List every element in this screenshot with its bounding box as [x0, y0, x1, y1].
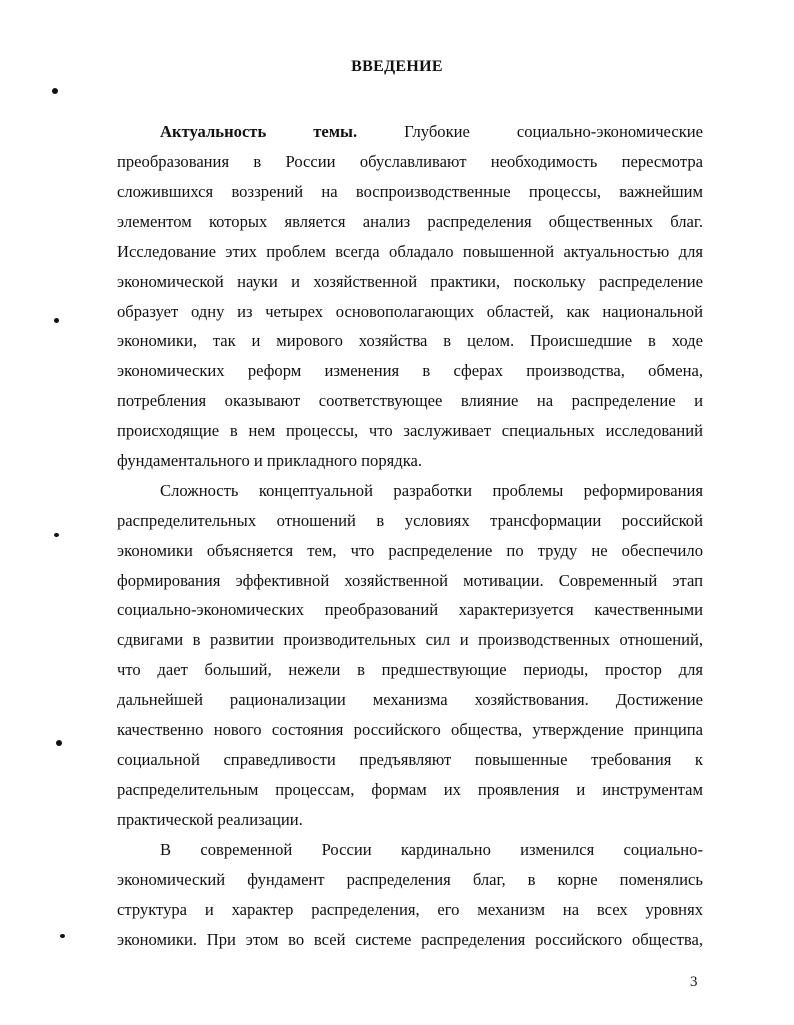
paragraph-line: распределительным процессам, формам их проявления и инструментам — [117, 780, 703, 799]
paragraph-line: происходящие в нем процессы, что заслуживает специальных исследований — [117, 421, 703, 440]
paragraph-line: сдвигами в развитии производительных сил и производственных отношений, — [117, 630, 703, 649]
paragraph-line: что дает больший, нежели в предшествующие периоды, простор для — [117, 660, 703, 679]
paragraph-line: В современной России кардинально изменился социально- — [160, 840, 703, 859]
paragraph-line: практической реализации. — [117, 810, 303, 829]
paragraph-text: Глубокие социально-экономические — [404, 122, 704, 141]
paragraph-line: Сложность концептуальной разработки проблемы реформирования — [160, 481, 703, 500]
paragraph-line: качественно нового состояния российского общества, утверждение принципа — [117, 720, 703, 739]
paragraph-line: социально-экономических преобразований характеризуется качественными — [117, 600, 703, 619]
margin-dot-mark — [56, 740, 62, 746]
paragraph-line: распределительных отношений в условиях трансформации российской — [117, 511, 703, 530]
paragraph-line: преобразования в России обуславливают необходимость пересмотра — [117, 152, 703, 171]
paragraph-line: экономических реформ изменения в сферах производства, обмена, — [117, 361, 703, 380]
page-number: 3 — [690, 974, 698, 990]
section-lead: Актуальность темы. — [160, 122, 358, 141]
paragraph-line: социальной справедливости предъявляют повышенные требования к — [117, 750, 703, 769]
paragraph-line: экономики объясняется тем, что распределение по труду не обеспечило — [117, 541, 703, 560]
paragraph-line: экономической науки и хозяйственной практики, поскольку распределение — [117, 272, 703, 291]
margin-dot-mark — [60, 934, 65, 938]
margin-dot-mark — [52, 88, 58, 94]
paragraph-line: Исследование этих проблем всегда обладало повышенной актуальностью для — [117, 242, 703, 261]
paragraph-line: структура и характер распределения, его механизм на всех уровнях — [117, 900, 703, 919]
page-title: ВВЕДЕНИЕ — [351, 58, 443, 75]
paragraph-line: экономики. При этом во всей системе распределения российского общества, — [117, 930, 703, 949]
paragraph-line: формирования эффективной хозяйственной мотивации. Современный этап — [117, 571, 703, 590]
margin-dot-mark — [54, 318, 59, 323]
paragraph-line: сложившихся воззрений на воспроизводственные процессы, важнейшим — [117, 182, 703, 201]
margin-dot-mark — [54, 533, 59, 537]
paragraph-line: экономический фундамент распределения благ, в корне поменялись — [117, 870, 703, 889]
paragraph-line: образует одну из четырех основополагающих областей, как национальной — [117, 302, 703, 321]
paragraph-line: потребления оказывают соответствующее влияние на распределение и — [117, 391, 703, 410]
paragraph-line: элементом которых является анализ распределения общественных благ. — [117, 212, 703, 231]
paragraph-line: фундаментального и прикладного порядка. — [117, 451, 423, 470]
paragraph-line: дальнейшей рационализации механизма хозяйствования. Достижение — [117, 690, 703, 709]
paragraph-line — [160, 122, 703, 142]
paragraph-line: экономики, так и мирового хозяйства в целом. Происшедшие в ходе — [117, 331, 703, 350]
